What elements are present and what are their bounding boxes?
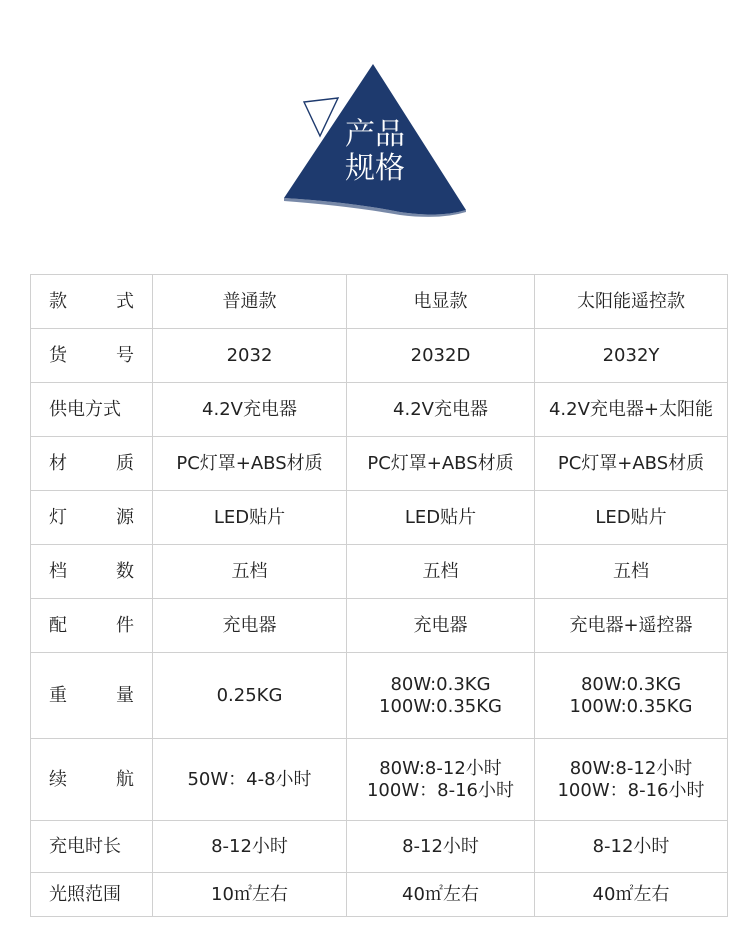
table-cell <box>535 275 728 329</box>
row-label-text: 光照范围 <box>49 883 121 905</box>
row-label-char: 款 <box>49 290 67 312</box>
cell-text: 10㎡左右 <box>211 883 288 905</box>
spec-table <box>30 274 728 917</box>
table-cell <box>535 437 728 491</box>
cell-text: 50W：4-8小时 <box>187 768 312 790</box>
table-cell <box>153 491 347 545</box>
table-row <box>31 599 728 653</box>
table-cell <box>153 275 347 329</box>
cell-text: PC灯罩+ABS材质 <box>557 452 705 474</box>
cell-text: 80W:0.3KG <box>580 673 682 695</box>
row-label-text: 充电时长 <box>49 835 121 857</box>
cell-text: 充电器 <box>222 614 277 636</box>
cell-text: 充电器 <box>413 614 468 636</box>
table-row <box>31 329 728 383</box>
row-label <box>31 599 153 653</box>
table-cell <box>347 821 535 873</box>
row-label-char: 重 <box>49 684 67 706</box>
cell-text: 80W:8-12小时 <box>379 757 502 779</box>
table-row <box>31 383 728 437</box>
row-label-char: 量 <box>116 684 134 706</box>
cell-text: LED贴片 <box>213 506 286 528</box>
cell-text: PC灯罩+ABS材质 <box>367 452 514 474</box>
table-cell <box>153 545 347 599</box>
table-row <box>31 739 728 821</box>
row-label <box>31 873 153 917</box>
table-cell <box>347 739 535 821</box>
row-label <box>31 491 153 545</box>
table-cell <box>347 383 535 437</box>
cell-text: 8-12小时 <box>402 835 479 857</box>
table-cell <box>535 329 728 383</box>
table-cell <box>153 599 347 653</box>
table-cell <box>347 491 535 545</box>
table-cell <box>535 599 728 653</box>
table-cell <box>535 873 728 917</box>
row-label-char: 货 <box>49 344 67 366</box>
cell-text: 80W:8-12小时 <box>569 757 693 779</box>
cell-text: 40㎡左右 <box>592 883 670 905</box>
row-label-char: 件 <box>116 614 134 636</box>
cell-text: 4.2V充电器 <box>202 398 297 420</box>
cell-text: 4.2V充电器+太阳能 <box>548 398 714 420</box>
row-label-char: 质 <box>116 452 134 474</box>
cell-text: 2032 <box>226 344 273 366</box>
cell-text: 五档 <box>422 560 459 582</box>
table-cell <box>153 329 347 383</box>
row-label-char: 档 <box>49 560 67 582</box>
cell-text: 五档 <box>231 560 268 582</box>
table-cell <box>535 821 728 873</box>
spec-emblem <box>280 60 470 220</box>
cell-text: 4.2V充电器 <box>393 398 488 420</box>
table-cell <box>535 491 728 545</box>
cell-text: PC灯罩+ABS材质 <box>176 452 323 474</box>
page-title-line2: 规格 <box>345 151 405 186</box>
cell-text: LED贴片 <box>404 506 477 528</box>
table-cell <box>153 383 347 437</box>
table-cell <box>153 653 347 739</box>
row-label <box>31 329 153 383</box>
cell-text: 100W：8-16小时 <box>366 779 514 801</box>
row-label-char: 配 <box>49 614 67 636</box>
cell-text: 2032D <box>410 344 471 366</box>
row-label-char: 号 <box>116 344 134 366</box>
cell-text: 80W:0.3KG <box>390 673 491 695</box>
cell-text: 8-12小时 <box>592 835 670 857</box>
table-cell <box>153 821 347 873</box>
row-label <box>31 275 153 329</box>
row-label <box>31 545 153 599</box>
table-row <box>31 437 728 491</box>
table-cell <box>347 653 535 739</box>
table-cell <box>535 739 728 821</box>
table-cell <box>347 545 535 599</box>
row-label-char: 数 <box>116 560 134 582</box>
cell-text: 2032Y <box>602 344 660 366</box>
cell-text: 太阳能遥控款 <box>577 290 685 312</box>
table-cell <box>347 275 535 329</box>
row-label-char: 航 <box>116 768 134 790</box>
table-cell <box>347 599 535 653</box>
cell-text: 40㎡左右 <box>402 883 479 905</box>
table-cell <box>347 329 535 383</box>
cell-text: 100W:0.35KG <box>569 695 693 717</box>
row-label-char: 材 <box>49 452 67 474</box>
table-cell <box>535 545 728 599</box>
cell-text: 普通款 <box>222 290 277 312</box>
row-label-char: 式 <box>116 290 134 312</box>
row-label <box>31 821 153 873</box>
table-cell <box>153 437 347 491</box>
row-label-text: 供电方式 <box>49 398 121 420</box>
table-row <box>31 873 728 917</box>
cell-text: 电显款 <box>413 290 468 312</box>
row-label <box>31 383 153 437</box>
cell-text: 充电器+遥控器 <box>569 614 693 636</box>
row-label <box>31 653 153 739</box>
page-title-line1: 产品 <box>345 117 405 152</box>
table-cell <box>535 383 728 437</box>
cell-text: 100W:0.35KG <box>379 695 502 717</box>
row-label <box>31 437 153 491</box>
table-row <box>31 821 728 873</box>
table-cell <box>153 873 347 917</box>
table-cell <box>347 873 535 917</box>
row-label-char: 续 <box>49 768 67 790</box>
table-cell <box>535 653 728 739</box>
table-row <box>31 491 728 545</box>
table-row <box>31 275 728 329</box>
table-row <box>31 545 728 599</box>
table-row <box>31 653 728 739</box>
table-cell <box>347 437 535 491</box>
cell-text: 0.25KG <box>216 684 283 706</box>
table-cell <box>153 739 347 821</box>
row-label-char: 灯 <box>49 506 67 528</box>
cell-text: 五档 <box>613 560 649 582</box>
row-label-char: 源 <box>116 506 134 528</box>
cell-text: 100W：8-16小时 <box>557 779 705 801</box>
row-label <box>31 739 153 821</box>
spec-table-body <box>31 275 728 917</box>
cell-text: 8-12小时 <box>211 835 288 857</box>
page-title <box>280 118 470 186</box>
cell-text: LED贴片 <box>595 506 667 528</box>
